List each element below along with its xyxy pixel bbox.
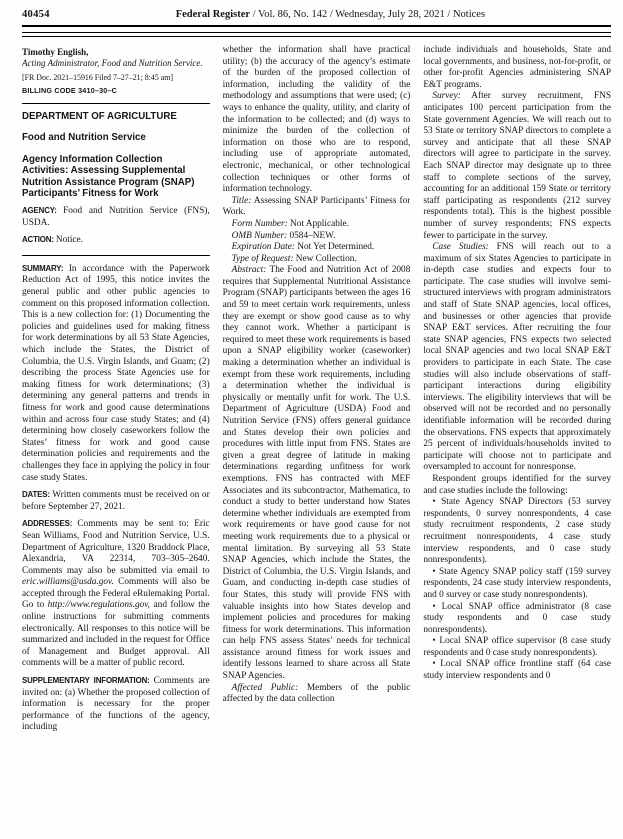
- case-studies-field: [423, 242, 611, 474]
- addresses-field: [22, 518, 210, 670]
- survey-field: [423, 91, 611, 242]
- affected-public-continuation: [423, 45, 611, 91]
- department-heading: [22, 111, 210, 123]
- billing-code: [22, 86, 210, 95]
- italic-term: Form Number:: [231, 218, 288, 229]
- agency-heading: [22, 132, 210, 144]
- text-run: In accordance with the Paperwork Reduction Act of 1995, this notice invites the general public and other public agencies to comment on this proposed information collection. This is a new collection for: (1) Documenting the policies and guidelines used for making fitness for work determinations by all 53 State Agencies, which include the States, the District of Columbia, the U.S. Virgin Islands, and Guam; (2) describing the process State Agencies use for making fitness for work determinations; (3) determining any general patterns and trends in fitness for work and good cause determinations within and across four case study States; and (4) determining how closely caseworkers follow the States’ fitness for work and good cause determination policies and requirements and the challenges they face in applying the policy in four case study States.: [22, 263, 210, 483]
- text-run: After survey recruitment, FNS anticipates 100 percent participation from the State government Agencies. We will reach out to 53 State or territory SNAP directors to complete a survey and anticipate that all these SNAP directors will agree to participate in the survey. Each SNAP director may designate up to three staff to complete sections of the survey, accounting for an additional 159 State or territory staff participating as respondents (212 survey respondents total). This is the highest possible number of survey respondents; FNS expects fewer to participate in the survey.: [423, 91, 612, 241]
- expiration-date-field: [223, 242, 411, 254]
- field-label: SUPPLEMENTARY INFORMATION:: [22, 676, 154, 686]
- field-label: ACTION:: [22, 235, 56, 245]
- respondent-group-item: [423, 567, 611, 602]
- respondent-group-item: [423, 659, 611, 682]
- signatory-name: [22, 47, 210, 58]
- abstract-field: [223, 265, 411, 682]
- title-field: [223, 196, 411, 219]
- text-run: Not Yet Determined.: [294, 242, 375, 253]
- type-of-request-field: [223, 254, 411, 266]
- column-right: [423, 45, 611, 839]
- text-run: • Local SNAP office frontline staff (64 case study interview respondents and 0: [423, 659, 612, 682]
- section-divider: [22, 255, 210, 256]
- text-run: whether the information shall have practical utility; (b) the accuracy of the agency’s estimate of the burden of the proposed collection of information, including the validity of the methodology and assumptions that were used; (c) ways to enhance the quality, utility, and clarity of the information to be collected; and (d) ways to minimize the burden of the collection of information on those who are to respond, including use of appropriate automated, electronic, mechanical, or other technological collection techniques or other forms of information technology.: [222, 45, 411, 195]
- fr-doc-line: [22, 73, 210, 83]
- text-run: The Food and Nutrition Act of 2008 requires that Supplemental Nutritional Assistance Program (SNAP) participants between the ages 16 and 59 to meet certain work requirements, unless they are exempt or show good cause as to why they cannot work. Whether a participant is required to meet these work requirements is based upon a SNAP eligibility worker (caseworker) making a determination whether an individual is exempt from these work requirements, including a determination whether the individual is physically or mentally unfit for work. The U.S. Department of Agriculture (USDA) Food and Nutrition Service (FNS) offers general guidance and States develop their own policies and procedures with little input from FNS. States are given a great degree of latitude in making determinations regarding unfitness for work exemptions. FNS has contracted with MEF Associates and its subcontractor, Mathematica, to conduct a study to better understand how States determine whether individuals are exempted from work requirements or have good cause for not meeting work requirements due to a physical or mental limitation. By surveying all 53 State SNAP Agencies, which include the States, the District of Columbia, the U.S. Virgin Islands, and Guam, and conducting in-depth case studies of four States, this study will provide FNS with valuable insights into how States develop and implement policies and procedures for making fitness for work determinations. This information can help FNS assess States’ needs for technical assistance around fitness for work issues and identify lessons learned to share across all State SNAP Agencies.: [222, 265, 411, 682]
- text-run: 0584–NEW.: [287, 230, 336, 241]
- italic-term: OMB Number:: [231, 230, 288, 241]
- summary-field: [22, 263, 210, 484]
- text-run: Members of the public affected by the data collection: [222, 682, 411, 705]
- italic-term: Affected Public:: [231, 682, 299, 693]
- text-run: Comments are invited on: (a) Whether the proposed collection of information is necessary for the proper performance of the functions of the agency, including: [22, 676, 210, 733]
- text-run: Notice.: [55, 235, 83, 246]
- page-header: [22, 9, 611, 27]
- respondent-group-item: [423, 497, 611, 567]
- text-run: New Collection.: [293, 253, 357, 264]
- text-run: Timothy English,: [22, 47, 89, 57]
- supplementary-field: [22, 675, 210, 734]
- column-middle: [223, 45, 411, 839]
- journal-issue-info: / Vol. 86, No. 142 / Wednesday, July 28, 2021 / Notices: [250, 9, 486, 20]
- field-label: AGENCY:: [22, 206, 64, 216]
- italic-term: Type of Request:: [231, 253, 294, 264]
- text-run: Acting Administrator, Food and Nutrition Service.: [22, 58, 203, 68]
- agency-field: [22, 205, 210, 229]
- text-run: and follow the online instructions for submitting comments electronically. All responses to this notice will be summarized and included in the request for Office of Management and Budget approval. All comments will be a matter of public record.: [22, 600, 210, 669]
- header-double-rule: [22, 32, 611, 37]
- journal-name: Federal Register: [175, 9, 251, 20]
- text-run: [FR Doc. 2021–15916 Filed 7–27–21; 8:45 am]: [22, 73, 174, 82]
- italic-term: http://www.regulations.gov,: [47, 600, 151, 611]
- respondent-group-item: [423, 636, 611, 659]
- section-divider: [22, 103, 210, 104]
- italic-term: Survey:: [432, 91, 461, 102]
- text-run: Respondent groups identified for the survey and case studies include the following:: [423, 473, 612, 496]
- text-run: Food and Nutrition Service: [22, 132, 146, 144]
- text-run: • Local SNAP office supervisor (8 case study respondents and 0 case study nonrespondents).: [423, 636, 612, 658]
- respondent-groups-intro: [423, 474, 611, 497]
- text-run: • State Agency SNAP policy staff (159 survey respondents, 24 case study interview respondents, and 0 survey or case study nonrespondents).: [423, 566, 612, 600]
- italic-term: eric.williams@usda.gov.: [22, 577, 114, 588]
- respondent-group-item: [423, 602, 611, 637]
- notice-title: [22, 154, 210, 200]
- text-run: Comments may be sent to: Eric Sean Williams, Food and Nutrition Service, U.S. Department of Agriculture, 1320 Braddock Place, Alexandria, VA 22314, 703–305–2640. Comments may also be submitted via email to: [22, 519, 210, 576]
- text-run: Written comments must be received on or before September 27, 2021.: [22, 490, 210, 512]
- italic-term: Abstract:: [231, 265, 267, 276]
- field-label: ADDRESSES:: [22, 519, 78, 529]
- text-run: Food and Nutrition Service (FNS), USDA.: [22, 206, 210, 228]
- text-run: Comments will also be accepted through the Federal eRulemaking Portal. Go to: [22, 577, 210, 611]
- text-run: DEPARTMENT OF AGRICULTURE: [22, 110, 177, 122]
- text-run: BILLING CODE 3410–30–C: [22, 85, 118, 95]
- italic-term: Case Studies:: [432, 242, 489, 253]
- text-run: Assessing SNAP Participants’ Fitness for Work.: [222, 195, 411, 218]
- italic-term: Title:: [231, 195, 252, 206]
- text-run: Not Applicable.: [287, 218, 349, 229]
- affected-public-field: [223, 683, 411, 706]
- omb-number-field: [223, 231, 411, 243]
- text-run: • State Agency SNAP Directors (53 survey respondents, 0 survey nonrespondents, 4 case study recruitment respondents, 2 case study recruitment nonrespondents, 4 case study interview respondents, and 0 case study nonrespondents).: [423, 497, 612, 566]
- field-label: DATES:: [22, 490, 53, 500]
- text-run: FNS will reach out to a maximum of six States Agencies to participate in in-depth case studies and expects four to participate. The case studies will involve semi-structured interviews with program administrators and staff of State SNAP agencies, local offices, and businesses or other agencies that provide SNAP E&T services. After recruiting the four state SNAP agencies, FNS expects two selected local SNAP agencies and two local SNAP E&T providers to participate in each State. The case studies will also include observations of staff-participant interactions during eligibility interviews. The eligibility interviews that will be observed will not be recorded and no personally identifiable information will be recorded during the observations. FNS expects that approximately 25 percent of individuals/households invited to participate will choose not to participate and oversampled to account for nonresponse.: [423, 242, 612, 473]
- column-left: [22, 45, 210, 839]
- action-field: [22, 234, 210, 247]
- dates-field: [22, 489, 210, 513]
- form-number-field: [223, 219, 411, 231]
- text-run: • Local SNAP office administrator (8 case study respondents and 0 case study nonrespondents).: [423, 601, 612, 635]
- supplementary-continuation: [223, 45, 411, 196]
- journal-title-line: [50, 9, 611, 21]
- text-run: Agency Information Collection Activities: Assessing Supplemental Nutrition Assistance Program (SNAP) Participants’ Fitness for Work: [22, 153, 195, 200]
- text-run: include individuals and households, State and local governments, and business, not-for-profit, or other for-profit Agencies administering SNAP E&T programs.: [423, 45, 612, 90]
- three-column-layout: [22, 45, 611, 839]
- field-label: SUMMARY:: [22, 263, 69, 273]
- italic-term: Expiration Date:: [231, 242, 295, 253]
- page-number: 40454: [22, 9, 50, 20]
- signatory-title: [22, 58, 210, 69]
